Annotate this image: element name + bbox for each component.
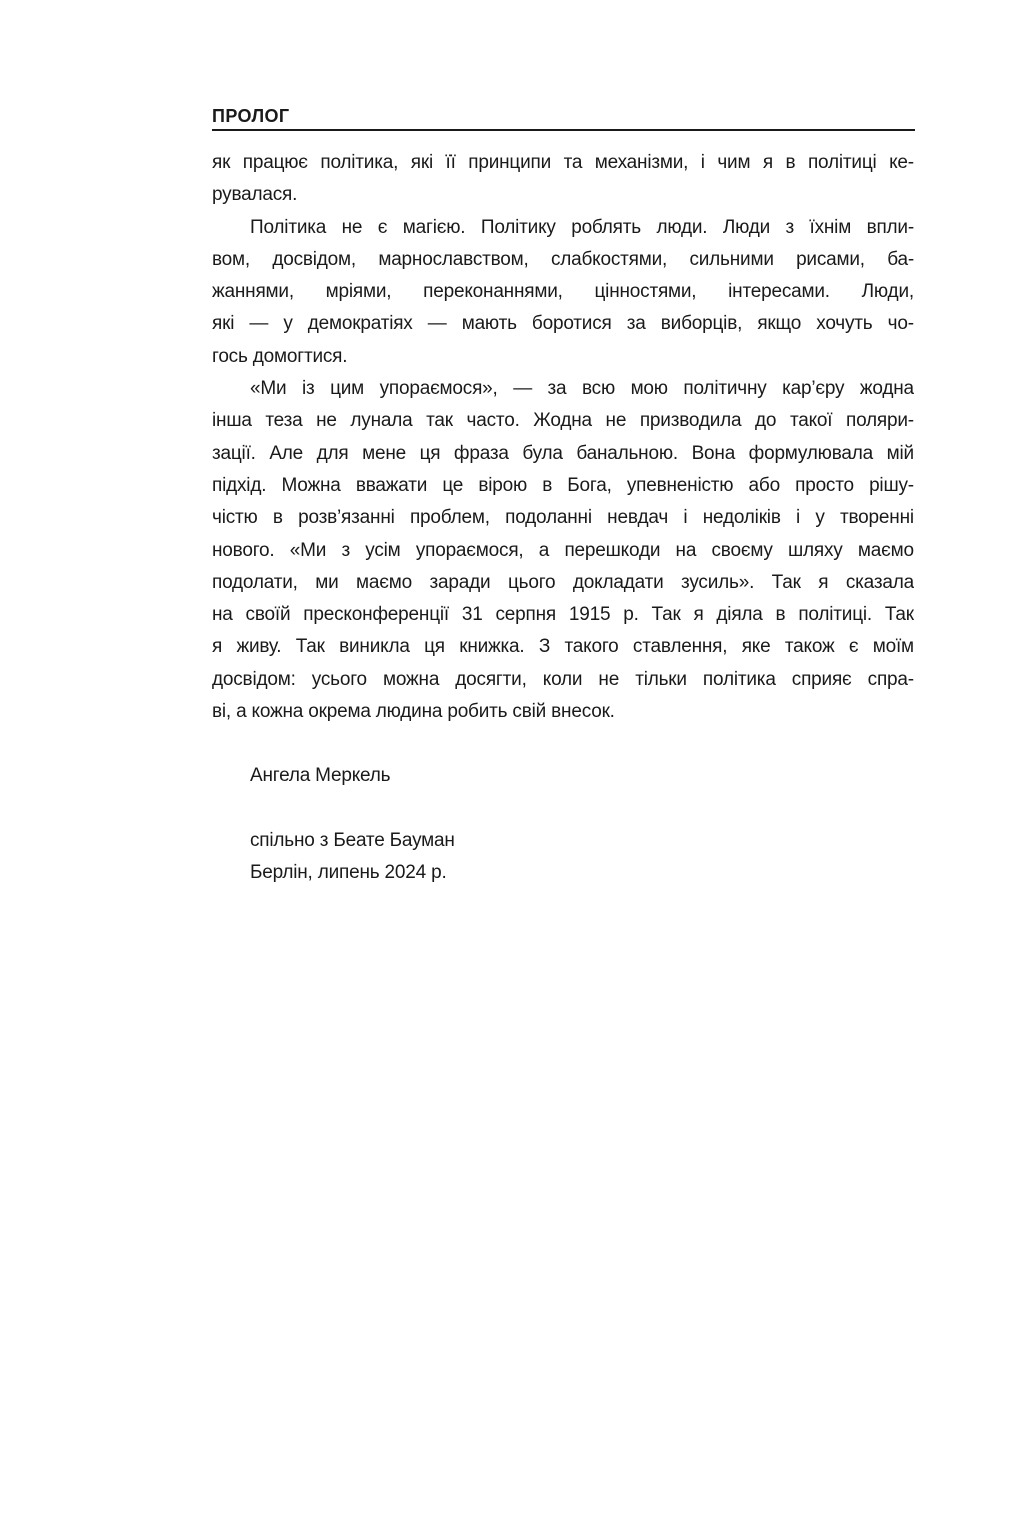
text-line: подолати, ми маємо заради цього докладати зусиль». Так я сказала [212, 571, 914, 593]
text-line: вом, досвідом, марнославством, слабкостями, сильними рисами, ба- [212, 248, 914, 270]
text-line: нового. «Ми з усім упораємося, а перешкоди на своєму шляху маємо [212, 539, 914, 561]
text-line: ві, а кожна окрема людина робить свій внесок. [212, 701, 615, 723]
text-line: як працює політика, які її принципи та механізми, і чим я в політиці ке- [212, 152, 914, 173]
text-line: жаннями, мріями, переконаннями, цінностями, інтересами. Люди, [212, 281, 914, 303]
signature-coauthor: спільно з Беате Бауман [250, 829, 455, 851]
text-line: Політика не є магією. Політику роблять люди. Люди з їхнім впли- [250, 216, 914, 238]
text-line: інша теза не лунала так часто. Жодна не призводила до такої поляри- [212, 410, 914, 432]
text-line: на своїй пресконференції 31 серпня 1915 р. Так я діяла в політиці. Так [212, 604, 914, 626]
text-line: підхід. Можна вважати це вірою в Бога, упевненістю або просто рішу- [212, 474, 914, 496]
text-line: які — у демократіях — мають боротися за виборців, якщо хочуть чо- [212, 313, 914, 335]
text-line: зації. Але для мене ця фраза була банальною. Вона формулювала мій [212, 442, 914, 464]
signature-author: Ангела Меркель [250, 765, 391, 786]
body-text [212, 147, 914, 728]
text-line: рувалася. [212, 184, 298, 206]
signature-block [212, 760, 914, 889]
chapter-title: ПРОЛОГ [212, 106, 290, 126]
text-line: гось домогтися. [212, 345, 348, 367]
text-line: «Ми із цим упораємося», — за всю мою політичну кар’єру жодна [250, 378, 914, 400]
text-line: досвідом: усього можна досягти, коли не тільки політика сприяє спра- [212, 668, 914, 690]
signature-place-date: Берлін, липень 2024 р. [250, 861, 447, 883]
text-line: чістю в розв’язанні проблем, подоланні невдач і недоліків і у творенні [212, 507, 914, 529]
chapter-header [212, 107, 915, 131]
text-line: я живу. Так виникла ця книжка. З такого ставлення, яке також є моїм [212, 636, 914, 658]
signature-spacer [212, 792, 914, 824]
